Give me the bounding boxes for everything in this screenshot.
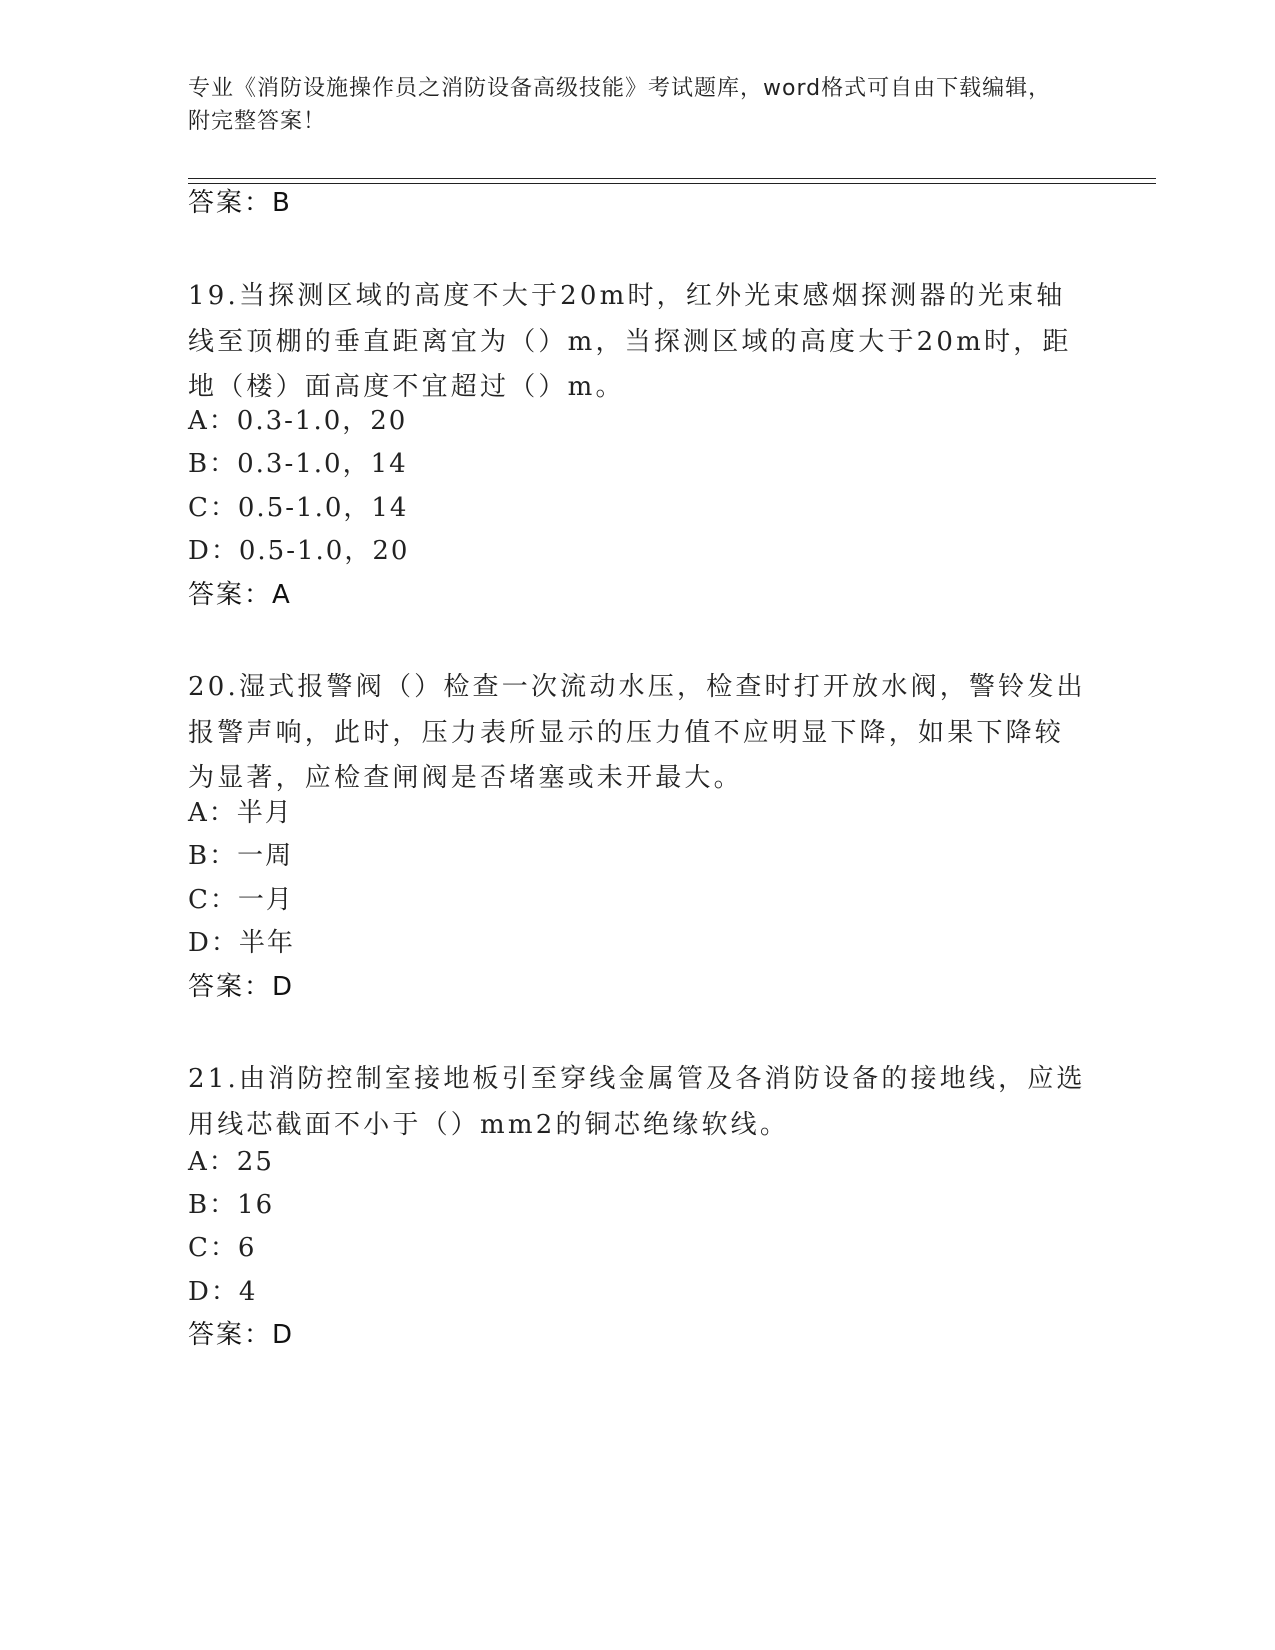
question-20-option-b: B：一周 (188, 841, 294, 871)
document-header: 专业《消防设施操作员之消防设备高级技能》考试题库，word格式可自由下载编辑，附完整答案！ (188, 76, 1052, 134)
question-19-option-a: A：0.3-1.0，20 (188, 406, 408, 436)
question-21-option-a: A：25 (188, 1147, 274, 1177)
question-20-answer: 答案：D (188, 972, 295, 1002)
question-20-option-d: D：半年 (188, 928, 295, 958)
question-20-stem: 20.湿式报警阀（）检查一次流动水压，检查时打开放水阀，警铃发出报警声响，此时，压力表所显示的压力值不应明显下降，如果下降较为显著，应检查闸阀是否堵塞或未开最大。 (188, 672, 1086, 793)
header-divider-bottom (188, 183, 1156, 184)
question-21-option-b: B：16 (188, 1190, 275, 1220)
question-20-option-c: C：一月 (188, 885, 294, 915)
header-divider-top (188, 178, 1156, 179)
question-21-stem: 21.由消防控制室接地板引至穿线金属管及各消防设备的接地线，应选用线芯截面不小于（）mm2的铜芯绝缘软线。 (188, 1064, 1086, 1140)
question-20-option-a: A：半月 (188, 798, 293, 828)
question-19-stem: 19.当探测区域的高度不大于20m时，红外光束感烟探测器的光束轴线至顶棚的垂直距离宜为（）m，当探测区域的高度大于20m时，距地（楼）面高度不宜超过（）m。 (188, 281, 1072, 402)
question-19-answer: 答案：A (188, 580, 292, 610)
previous-answer: 答案：B (188, 188, 292, 218)
question-21-option-c: C：6 (188, 1233, 257, 1263)
question-21-option-d: D：4 (188, 1277, 258, 1307)
question-19-option-d: D：0.5-1.0，20 (188, 536, 410, 566)
question-19-option-b: B：0.3-1.0，14 (188, 449, 408, 479)
question-21-answer: 答案：D (188, 1320, 295, 1350)
question-19-option-c: C：0.5-1.0，14 (188, 493, 409, 523)
